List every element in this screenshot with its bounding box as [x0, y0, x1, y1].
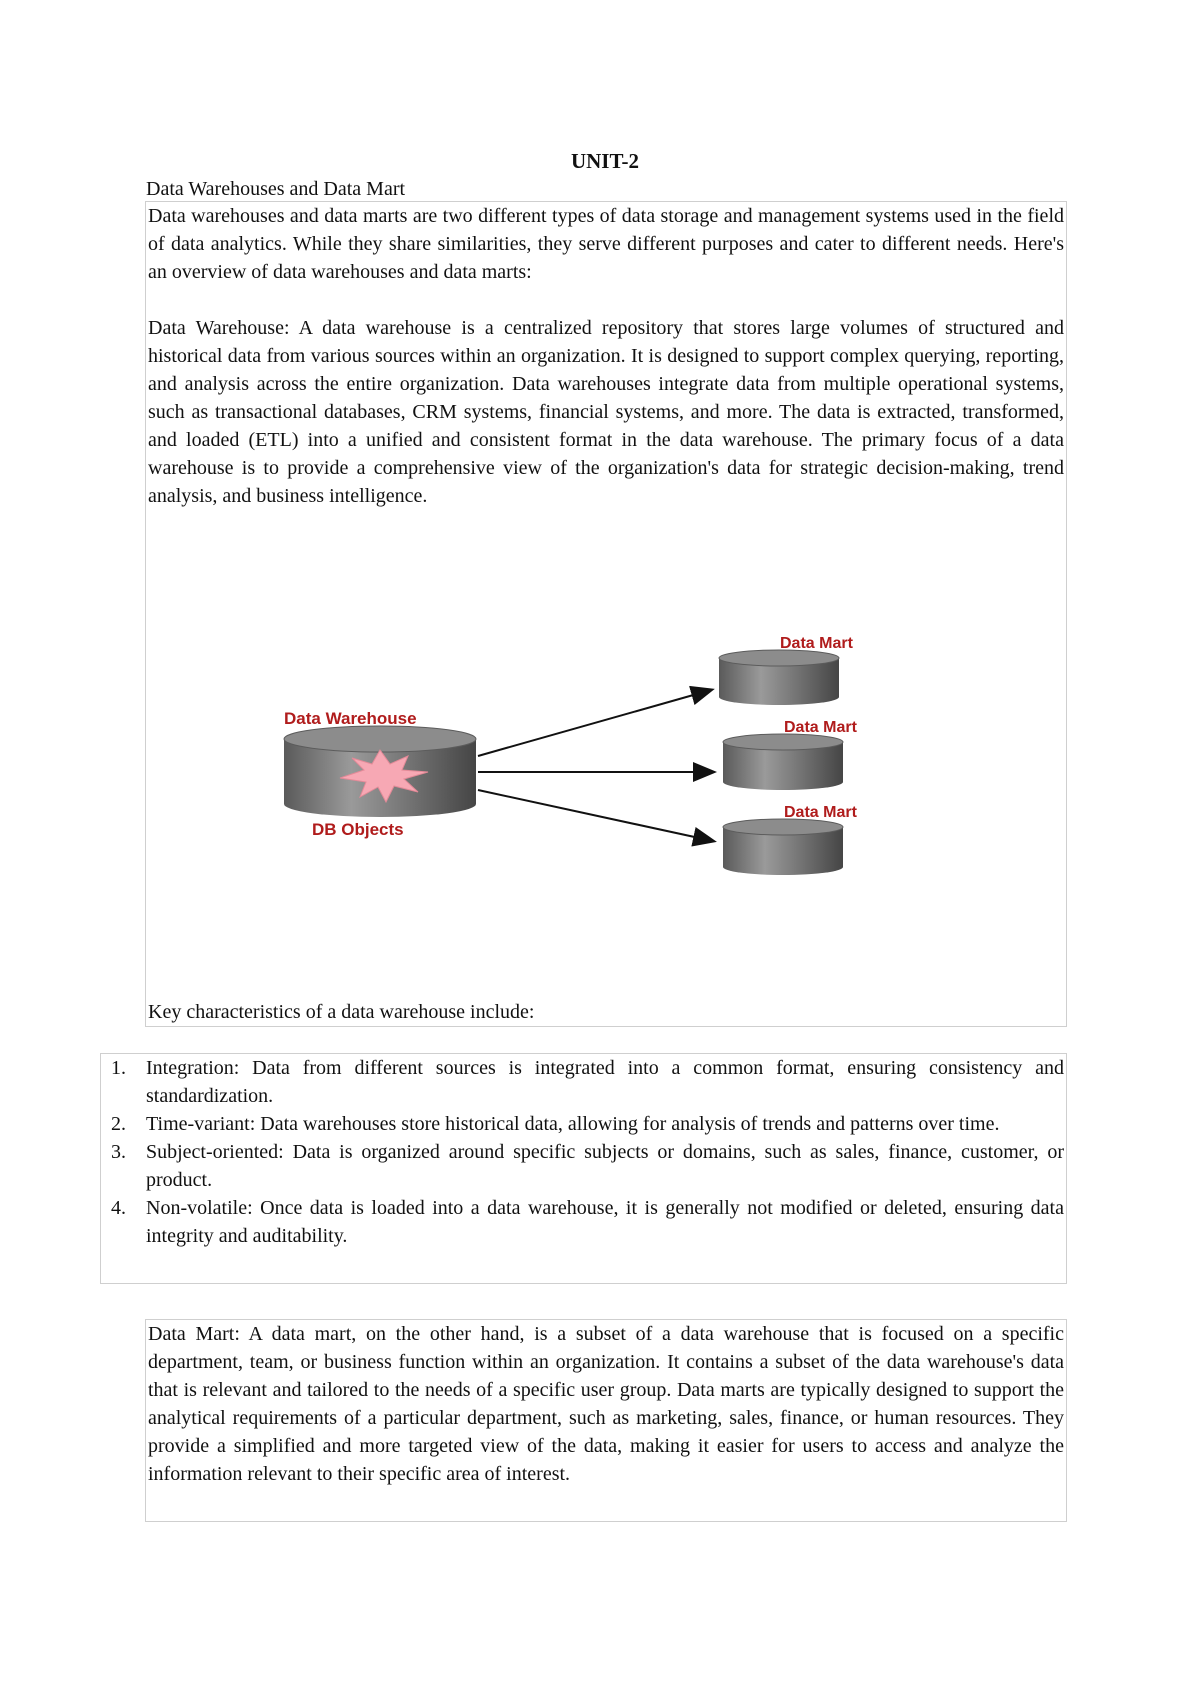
data-mart-label: Data Mart	[780, 635, 853, 652]
list-item	[101, 1110, 1066, 1138]
data-mart-section	[145, 1319, 1067, 1522]
section-subtitle: Data Warehouses and Data Mart	[146, 178, 406, 200]
list-item	[101, 1138, 1066, 1194]
characteristics-list	[101, 1054, 1066, 1250]
list-item-text: Non-volatile: Once data is loaded into a data warehouse, it is generally not modified or deleted, ensuring data integrity and auditability.	[146, 1197, 1064, 1247]
list-item-text: Integration: Data from different sources is integrated into a common format, ensuring consistency and standardization.	[146, 1057, 1064, 1107]
data-mart-label: Data Mart	[784, 719, 857, 736]
data-mart-cylinder	[723, 734, 843, 790]
data-mart-cylinder	[723, 819, 843, 875]
list-number: 4.	[111, 1197, 126, 1219]
warehouse-section	[145, 201, 1067, 1027]
data-mart-label: Data Mart	[784, 804, 857, 821]
list-item-text: Subject-oriented: Data is organized around specific subjects or domains, such as sales, finance, customer, or product.	[146, 1141, 1064, 1191]
warehouse-paragraph: Data Warehouse: A data warehouse is a centralized repository that stores large volumes of structured and historical data from various sources within an organization. It is designed to support complex querying, reporting, and analysis across the entire organization. Data warehouses integrate data from multiple operational systems, such as transactional databases, CRM systems, financial systems, and more. The data is extracted, transformed, and loaded (ETL) into a unified and consistent format in the data warehouse. The primary focus of a data warehouse is to provide a comprehensive view of the organization's data for strategic decision-making, trend analysis, and business intelligence.	[148, 317, 1064, 507]
list-item-text: Time-variant: Data warehouses store historical data, allowing for analysis of trends and patterns over time.	[146, 1113, 1000, 1135]
warehouse-mart-diagram	[146, 622, 1066, 932]
arrow-to-mart-3	[478, 790, 713, 841]
page-title: UNIT-2	[570, 149, 640, 173]
key-characteristics-heading: Key characteristics of a data warehouse include:	[148, 1001, 535, 1023]
characteristics-list-section	[100, 1053, 1067, 1284]
data-mart-paragraph: Data Mart: A data mart, on the other hand, is a subset of a data warehouse that is focused on a specific department, team, or business function within an organization. It contains a subset of the data warehouse's data that is relevant and tailored to the needs of a specific user group. Data marts are typically designed to support the analytical requirements of a particular department, such as marketing, sales, finance, or human resources. They provide a simplified and more targeted view of the data, making it easier for users to access and analyze the information relevant to their specific area of interest.	[148, 1323, 1064, 1485]
data-mart-cylinder	[719, 650, 839, 705]
intro-paragraph: Data warehouses and data marts are two different types of data storage and management systems used in the field of data analytics. While they share similarities, they serve different purposes and cater to different needs. Here's an overview of data warehouses and data marts:	[148, 205, 1064, 283]
list-number: 3.	[111, 1141, 126, 1163]
arrow-to-mart-1	[478, 690, 711, 756]
list-number: 1.	[111, 1057, 126, 1079]
warehouse-label: Data Warehouse	[284, 709, 417, 728]
list-item	[101, 1054, 1066, 1110]
db-objects-label: DB Objects	[312, 820, 404, 839]
warehouse-cylinder	[284, 726, 476, 817]
list-number: 2.	[111, 1113, 126, 1135]
list-item	[101, 1194, 1066, 1250]
